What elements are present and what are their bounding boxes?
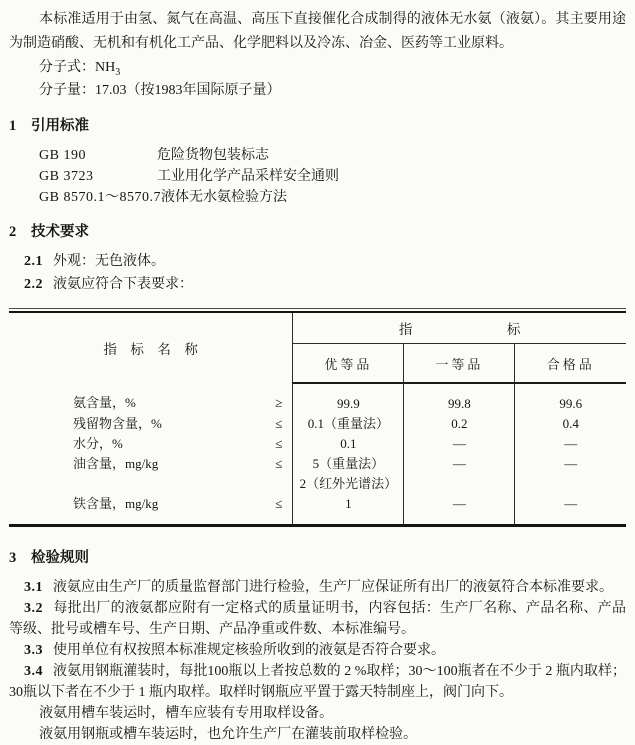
section-3-heading [9, 549, 626, 568]
clause-text: 液氨应由生产厂的质量监督部门进行检验，生产厂应保证所有出厂的液氨符合本标准要求。 [53, 580, 613, 595]
formula-subscript: 3 [115, 66, 121, 78]
reference-title: 工业用化学产品采样安全通则 [157, 169, 339, 184]
clause-text: 外观：无色液体。 [53, 254, 165, 269]
clause-text: 液氨应符合下表要求： [53, 277, 193, 292]
table-row [9, 454, 626, 474]
clause-number: 3.3 [24, 643, 43, 658]
value-qualified: — [564, 456, 578, 471]
value-first: 0.2 [404, 414, 515, 434]
clause-text: 每批出厂的液氨都应附有一定格式的质量证明书，内容包括：生产厂名称、产品名称、产品等级、批号或槽车号、生产日期、产品净重或件数、本标准编号。 [9, 601, 626, 637]
section-2-number: 2 [9, 224, 17, 240]
value-premium: 1 [293, 494, 404, 526]
operator: ≤ [275, 436, 283, 451]
formula-label: 分子式： [39, 60, 95, 75]
header-indicator-group: 指 标 [293, 312, 626, 344]
header-grade-first: 一等品 [404, 344, 515, 384]
value-premium: 0.1 [293, 434, 404, 454]
section-3-number: 3 [9, 550, 17, 566]
section-2-heading [9, 223, 626, 242]
section-1-heading [9, 117, 626, 136]
operator: ≥ [275, 395, 283, 410]
indicator-cell [9, 434, 293, 454]
reference-code: GB 8570.1～8570.7 [39, 190, 161, 205]
clause-2-2 [9, 273, 626, 296]
clause-number: 2.2 [24, 277, 43, 292]
section-3-title: 检验规则 [31, 550, 89, 566]
indicator-name: 铁含量，mg/kg [73, 496, 159, 511]
table-row [9, 474, 626, 494]
reference-list [9, 145, 626, 208]
clause-3-4 [9, 661, 626, 703]
value-premium: 0.1（重量法） [293, 414, 404, 434]
formula-value: NH [95, 60, 116, 75]
molecular-weight-line: 分子量：17.03（按1983年国际原子量） [39, 83, 281, 98]
operator: ≤ [275, 416, 283, 431]
value-premium: 2（红外光谱法） [293, 474, 404, 494]
clause-2-1 [9, 250, 626, 273]
indicator-cell [9, 383, 293, 414]
reference-item [9, 145, 626, 166]
header-grade-qualified: 合格品 [515, 344, 626, 384]
operator: ≤ [275, 456, 283, 471]
value-qualified: — [564, 436, 578, 451]
header-indicator-name: 指 标 名 称 [9, 312, 293, 383]
value-first: 99.8 [404, 383, 515, 414]
operator: ≤ [275, 496, 283, 511]
indicator-name: 残留物含量，% [73, 416, 162, 431]
indicator-cell [9, 454, 293, 474]
clause-3-3 [9, 640, 626, 661]
indicator-name: 水分，% [73, 436, 123, 451]
tail-paragraph: 液氨用钢瓶或槽车装运时，也允许生产厂在灌装前取样检验。 [39, 727, 418, 742]
clause-text: 使用单位有权按照本标准规定核验所收到的液氨是否符合要求。 [53, 643, 445, 658]
value-premium: 5（重量法） [293, 454, 404, 474]
reference-item [9, 187, 626, 208]
reference-title: 液体无水氨检验方法 [160, 190, 287, 205]
clause-3-1 [9, 577, 626, 598]
tail-paragraph: 液氨用槽车装运时，槽车应装有专用取样设备。 [39, 706, 334, 721]
table-row [9, 434, 626, 454]
section-2-items [9, 250, 626, 296]
clause-text: 液氨用钢瓶灌装时，每批100瓶以上者按总数的 2 %取样；30～100瓶者在不少于 2 瓶内取样；30瓶以下者在不少于 1 瓶内取样。取样时钢瓶应平置于露天特制座上，阀门向下。 [9, 664, 626, 700]
clause-3-2 [9, 598, 626, 640]
header-grade-premium: 优等品 [293, 344, 404, 384]
intro-paragraph: 本标准适用于由氢、氮气在高温、高压下直接催化合成制得的液体无水氨（液氨）。其主要用途为制造硝酸、无机和有机化工产品、化学肥料以及冷冻、冶金、医药等工业原料。 [9, 12, 626, 51]
section-3-items [9, 577, 626, 745]
value-first: — [404, 434, 515, 454]
value-first [404, 474, 515, 494]
reference-title: 危险货物包装标志 [157, 148, 269, 163]
table-header-row [9, 312, 626, 344]
indicator-name: 油含量，mg/kg [73, 456, 159, 471]
spec-table [9, 311, 626, 527]
section-2-title: 技术要求 [31, 224, 89, 240]
value-first: — [404, 494, 515, 526]
section-1-number: 1 [9, 118, 17, 134]
table-row [9, 494, 626, 526]
value-qualified: — [564, 496, 578, 511]
indicator-cell [9, 414, 293, 434]
indicator-name: 氨含量，% [73, 395, 136, 410]
clause-number: 2.1 [24, 254, 43, 269]
reference-code: GB 190 [39, 148, 86, 163]
molecular-formula-line [9, 56, 626, 79]
clause-number: 3.1 [24, 580, 43, 595]
value-qualified: 99.6 [559, 396, 583, 411]
section-1-title: 引用标准 [31, 118, 89, 134]
clause-number: 3.2 [24, 601, 43, 616]
reference-item [9, 166, 626, 187]
table-row [9, 414, 626, 434]
table-row [9, 383, 626, 414]
spec-table-wrap [9, 308, 626, 527]
value-qualified: 0.4 [562, 416, 579, 431]
clause-number: 3.4 [24, 664, 43, 679]
value-qualified [515, 474, 626, 494]
reference-code: GB 3723 [39, 169, 94, 184]
indicator-cell [9, 494, 293, 526]
indicator-cell [9, 474, 293, 494]
value-premium: 99.9 [293, 383, 404, 414]
value-first: — [404, 454, 515, 474]
